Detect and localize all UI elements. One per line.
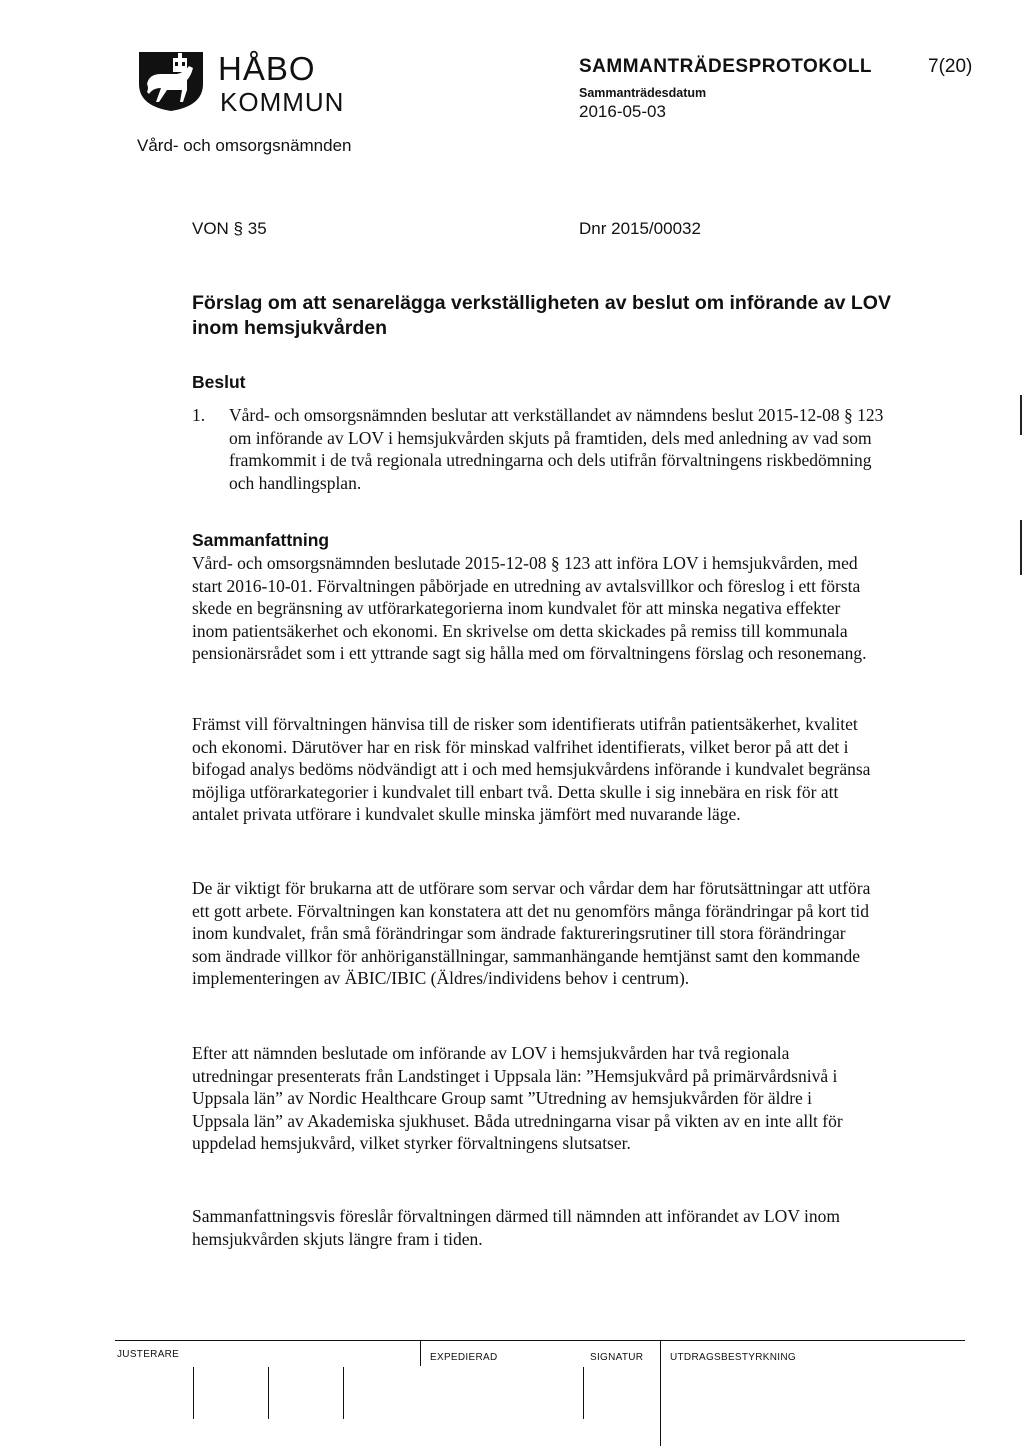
scan-edge-mark (1020, 395, 1022, 435)
meeting-date-label: Sammanträdesdatum (579, 86, 707, 100)
scan-edge-mark (1020, 520, 1022, 575)
summary-paragraph: Sammanfattningsvis föreslår förvaltningen därmed till nämnden att införandet av LOV inom hemsjukvården skjuts längre fram i tiden. (192, 1206, 840, 1249)
document-title: Förslag om att senarelägga verkställigheten av beslut om införande av LOV inom hemsjukvården (192, 292, 891, 339)
summary-heading: Sammanfattning (192, 530, 330, 550)
page-number: 7(20) (928, 56, 973, 77)
committee-name: Vård- och omsorgsnämnden (137, 136, 352, 155)
footer-top-rule (115, 1340, 965, 1341)
summary-paragraph: De är viktigt för brukarna att de utförare som servar och vårdar dem har förutsättningar att utföra ett gott arbete. Förvaltningen kan konstatera att det nu genomförs många förändringar på kort tid inom kundvalet, från små förändringar som ändrade faktureringsrutiner till stora förändringar som ändrade villkor för anhöriganställningar, sammanhängande hemtjänst samt den kommande implementeringen av ÄBIC/IBIC (Äldres/individens behov i centrum). (192, 878, 871, 988)
brand-name: HÅBO (218, 50, 316, 87)
summary-paragraph: Vård- och omsorgsnämnden beslutade 2015-12-08 § 123 att införa LOV i hemsjukvården, med start 2016-10-01. Förvaltningen påbörjade en utredning av avtalsvillkor och föreslog i ett första skede en begränsning av utförarkategorierna inom kundvalet för att minska negativa effekter inom patientsäkerhet och ekonomi. En skrivelse om detta skickades på remiss till kommunala pensionärsrådet som i ett yttrande sagt sig hålla med om förvaltningens förslag och resonemang. (192, 553, 867, 663)
footer-label-utdragsbestyrkning: UTDRAGSBESTYRKNING (670, 1352, 796, 1363)
signature-box-line (583, 1367, 584, 1419)
signature-box-line (343, 1367, 344, 1419)
decision-item-number: 1. (192, 405, 206, 425)
decision-heading: Beslut (192, 372, 246, 392)
signature-box-line (193, 1367, 194, 1419)
summary-paragraph: Främst vill förvaltningen hänvisa till de risker som identifierats utifrån patientsäkerhet, kvalitet och ekonomi. Därutöver har en risk för minskad valfrihet identifierats, vilket beror på att det i bifogad analys bedöms nödvändigt att i och med hemsjukvårdens införande i kundvalet begränsa möjliga utförarkategorier i kundvalet till enbart två. Detta skulle i sig innebära en risk för att antalet privata utförare i kundvalet skulle minska jämfört med nuvarande läge. (192, 714, 871, 824)
protocol-title: SAMMANTRÄDESPROTOKOLL (579, 56, 873, 77)
habo-coat-of-arms-icon (137, 50, 205, 112)
brand-subtitle: KOMMUN (220, 87, 345, 117)
case-number: Dnr 2015/00032 (579, 219, 701, 238)
signature-box-line (268, 1367, 269, 1419)
footer-label-expedierad: EXPEDIERAD (430, 1352, 498, 1363)
summary-paragraph: Efter att nämnden beslutade om införande av LOV i hemsjukvården har två regionala utredningar presenterats från Landstinget i Uppsala län: ”Hemsjukvård på primärvårdsnivå i Uppsala län” av Nordic Healthcare Group samt ”Utredning av hemsjukvården för äldre i Uppsala län” av Akademiska sjukhuset. Båda utredningarna visar på vikten av en inte allt för uppdelad hemsjukvård, vilket styrker förvaltningens slutsatser. (192, 1043, 843, 1153)
paragraph-reference: VON § 35 (192, 219, 267, 238)
footer-label-justerare: JUSTERARE (117, 1349, 180, 1360)
meeting-date: 2016-05-03 (579, 102, 666, 121)
footer-label-signatur: SIGNATUR (590, 1352, 644, 1363)
decision-text: Vård- och omsorgsnämnden beslutar att verkställandet av nämndens beslut 2015-12-08 § 123 om införande av LOV i hemsjukvården skjuts på framtiden, dels med anledning av vad som framkommit i de två regionala utredningarna och dels utifrån förvaltningens riskbedömning och handlingsplan. (229, 405, 884, 493)
footer-divider (660, 1340, 661, 1446)
footer-divider (420, 1340, 421, 1366)
